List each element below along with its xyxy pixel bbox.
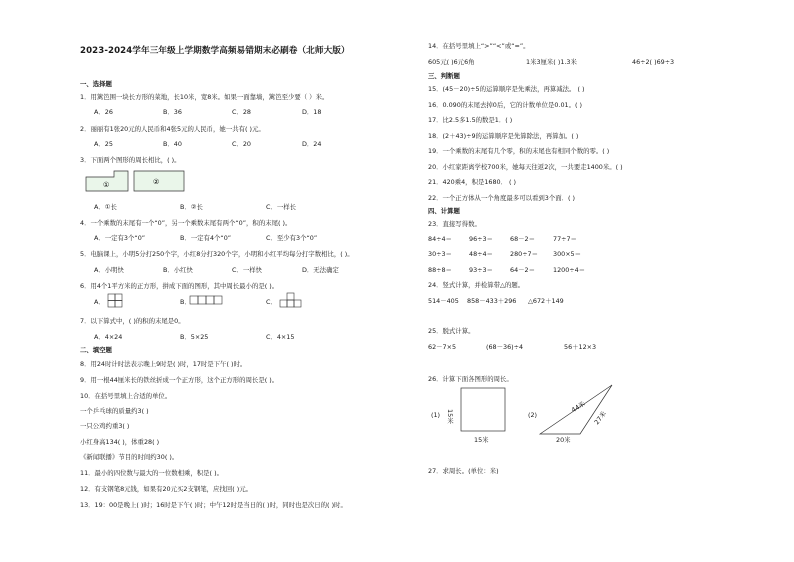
question-8: 8．用24时计时法表示晚上9时是( )时，17时是下午( )时。	[80, 360, 247, 368]
q5-option-c: C．一样快	[232, 266, 263, 274]
q25-item-3: 56＋12×3	[564, 343, 597, 351]
q10-item-d: 《新闻联播》节目的时间约30( )。	[80, 453, 179, 461]
q14-item-3: 46÷2( )69÷3	[632, 58, 675, 66]
q26-fig1-label: (1)	[431, 411, 441, 419]
q2-option-d: D．24	[302, 140, 322, 148]
q26-fig2-right-side: 27米	[592, 409, 608, 427]
q26-fig2-top-side: 44米	[569, 399, 587, 415]
question-6: 6．用4个1平方米的正方形，拼成下面的图形，其中周长最小的是( )。	[80, 282, 279, 290]
q10-item-c: 小红身高134( )，体重28( )	[80, 438, 160, 446]
q6-shape-b	[190, 296, 226, 306]
q3-shape-2-label: ②	[153, 178, 160, 186]
q23-row-1-item-3: 68－2＝	[510, 235, 535, 243]
q24-item-1: 514－405	[428, 297, 459, 305]
q3-option-a: A．①长	[94, 203, 117, 211]
q23-row-2-item-4: 300×5＝	[553, 250, 582, 258]
question-10: 10．在括号里填上合适的单位。	[80, 392, 172, 400]
section-heading-judge: 三、判断题	[428, 72, 460, 80]
q7-option-b: B．5×25	[180, 333, 209, 341]
q7-option-a: A．4×24	[94, 333, 123, 341]
q26-fig1-square-outline	[461, 388, 505, 431]
question-15: 15．(45－20)÷5的运算顺序是先乘法，再算减法。 ( )	[428, 85, 585, 93]
q14-item-1: 605元( )6元6角	[428, 58, 475, 66]
q26-fig2-bottom-side: 20米	[556, 436, 571, 444]
q3-option-b: B．②长	[180, 203, 203, 211]
page-title: 2023-2024学年三年级上学期数学高频易错期末必刷卷（北师大版）	[80, 46, 350, 56]
q3-shapes-figure	[86, 171, 196, 195]
q10-item-a: 一个乒乓球的质量约3( )	[80, 407, 149, 415]
question-20: 20．小红家距离学校700米，她每天往返2次，一共要走1400米。( )	[428, 163, 623, 171]
q25-item-1: 62－7×5	[428, 343, 457, 351]
q26-fig1-bottom-side: 15米	[474, 436, 489, 444]
q26-fig2-label: (2)	[528, 411, 538, 419]
section-heading-fill: 二、填空题	[80, 346, 112, 354]
q1-option-b: B．36	[163, 108, 182, 116]
q6-shape-c	[280, 293, 304, 309]
q23-row-2-item-1: 30÷3＝	[428, 250, 452, 258]
q5-option-d: D．无法确定	[302, 266, 339, 274]
q23-row-3-item-2: 93÷3＝	[469, 266, 493, 274]
q23-row-2-item-3: 280÷7＝	[510, 250, 539, 258]
question-1: 1．用篱笆围一块长方形的菜地，长10米，宽8米。如果一面靠墙，篱笆至少要（ ）米。	[80, 93, 329, 101]
question-5: 5．电脑课上，小明5分打250个字，小红8分打320个字，小明和小红平均每分打字数相比，( )。	[80, 250, 354, 258]
q3-shape-1-label: ①	[103, 181, 110, 189]
q1-option-d: D．18	[302, 108, 322, 116]
q10-item-b: 一只公鸡约重3( )	[80, 422, 130, 430]
question-27: 27．求周长。(单位：米)	[428, 467, 499, 475]
q23-row-2-item-2: 48÷4＝	[469, 250, 493, 258]
question-11: 11．最小的四位数与最大的一位数相乘，积是( )。	[80, 469, 223, 477]
section-heading-choice: 一、选择题	[80, 80, 112, 88]
q3-option-c: C．一样长	[266, 203, 297, 211]
question-22: 22．一个正方体从一个角度最多可以看到3个面．( )	[428, 194, 576, 202]
question-24: 24．竖式计算，并检算带△的题。	[428, 281, 525, 289]
q2-option-a: A．25	[94, 140, 113, 148]
q26-fig2-triangle	[540, 384, 626, 440]
question-26: 26．计算下面各图形的周长。	[428, 375, 513, 383]
question-18: 18．(2＋43)÷9的运算顺序是先算除法，再算加。( )	[428, 132, 579, 140]
question-14: 14．在括号里填上“>”“<”或“=”。	[428, 42, 530, 50]
question-25: 25．脱式计算。	[428, 327, 475, 335]
q23-row-3-item-1: 88÷8＝	[428, 266, 452, 274]
q4-option-c: C．至少有3个“0”	[266, 234, 318, 242]
question-2: 2．丽丽有1张20元的人民币和4张5元的人民币，她一共有( )元。	[80, 125, 265, 133]
question-12: 12．有支钢笔8元钱，如果有20元买2支钢笔，应找回( )元。	[80, 485, 253, 493]
question-19: 19．一个乘数的末尾有几个零，积的末尾也有相同个数的零。( )	[428, 147, 610, 155]
q23-row-3-item-4: 1200÷4＝	[553, 266, 586, 274]
q23-row-3-item-3: 64－2＝	[510, 266, 535, 274]
q26-fig1-left-side: 15米	[446, 409, 454, 424]
question-17: 17．比2.5多1.5的数是1．( )	[428, 116, 513, 124]
q4-option-b: B．一定有4个“0”	[180, 234, 232, 242]
q24-item-3: △672＋149	[528, 297, 564, 305]
q5-option-a: A．小明快	[94, 266, 124, 274]
q2-option-c: C．20	[232, 140, 251, 148]
question-3: 3．下面两个图形的周长相比，( )。	[80, 156, 181, 164]
q2-option-b: B．40	[163, 140, 182, 148]
q5-option-b: B．小红快	[163, 266, 193, 274]
q7-option-c: C．4×15	[266, 333, 295, 341]
q24-item-2: 858－433＋296	[467, 297, 517, 305]
section-heading-calc: 四、计算题	[428, 207, 460, 215]
q6-shape-a	[108, 294, 126, 308]
q23-row-1-item-1: 84÷4＝	[428, 235, 452, 243]
q6-option-b: B．	[180, 298, 191, 306]
q26-fig1-square	[455, 388, 511, 442]
q6-option-c: C．	[266, 298, 277, 306]
q1-option-c: C．28	[232, 108, 251, 116]
question-4: 4．一个乘数的末尾有一个“0”，另一个乘数末尾有两个“0”，积的末尾( )。	[80, 219, 292, 227]
q25-item-2: (68－36)÷4	[486, 343, 524, 351]
q23-row-1-item-4: 77÷7＝	[553, 235, 577, 243]
q1-option-a: A．26	[94, 108, 113, 116]
q6-option-a: A．	[94, 298, 105, 306]
question-16: 16．0.090的末尾去掉0后，它的计数单位是0.01。( )	[428, 101, 582, 109]
question-23: 23．直接写得数。	[428, 220, 481, 228]
question-21: 21．420乘4，积是1680． ( )	[428, 178, 517, 186]
question-7: 7．以下算式中，( )的积的末尾是0。	[80, 317, 185, 325]
q23-row-1-item-2: 96÷3＝	[469, 235, 493, 243]
question-9: 9．用一根44厘米长的铁丝折成一个正方形，这个正方形的周长是( )。	[80, 376, 279, 384]
q14-item-2: 1米3厘米( )1.3米	[526, 58, 577, 66]
q4-option-a: A．一定有3个“0”	[94, 234, 146, 242]
question-13: 13．19：00是晚上( )时；16时是下午( )时；中午12时是当日的( )时，同时也是次日的( )时。	[80, 501, 347, 509]
